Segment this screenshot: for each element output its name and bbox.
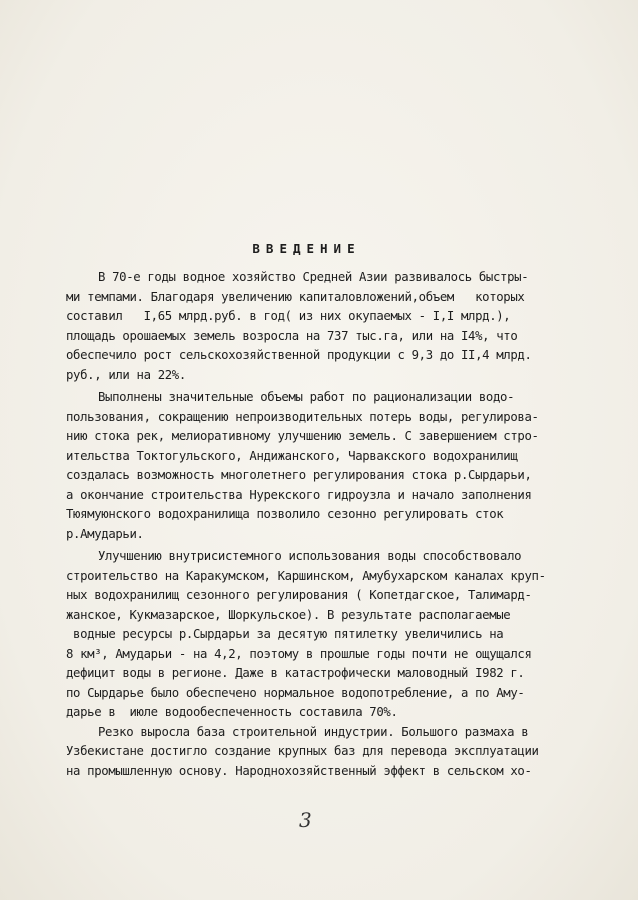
text-line: нию стока рек, мелиоративному улучшению земель. С завершением стро- [66,429,539,443]
page-title: ВВЕДЕНИЕ [252,241,361,256]
text-line: Резко выросла база строительной индустрии. Большого размаха в [98,724,529,739]
text-line: создалась возможность многолетнего регулирования стока р.Сырдарьи, [66,468,532,482]
paragraph [66,723,586,782]
text-line: площадь орошаемых земель возросла на 737 тыс.га, или на I4%, что [66,328,518,343]
text-line: Выполнены значительные объемы работ по рационализации водо- [98,390,515,404]
text-line: 8 км³, Амударьи - на 4,2, поэтому в прошлые годы почти не ощущался [66,646,532,661]
text-line: по Сырдарье было обеспечено нормальное водопотребление, а по Аму- [66,685,525,700]
text-line: строительство на Каракумском, Каршинском, Амубухарском каналах круп- [66,568,546,583]
text-line: дарье в июле водообеспеченность составила 70%. [66,705,398,719]
text-line: жанское, Кукмазарское, Шоркульское). В результате располагаемые [66,607,511,622]
text-line: р.Амударьи. [66,526,144,541]
text-line: обеспечило рост сельскохозяйственной продукции с 9,3 до II,4 млрд. [66,348,532,362]
text-line: пользования, сокращению непроизводительных потерь воды, регулирова- [66,409,539,424]
paragraph [66,388,586,544]
text-line: Тюямуюнского водохранилища позволило сезонно регулировать сток [66,507,504,521]
text-line: ных водохранилищ сезонного регулирования ( Копетдагское, Талимард- [66,588,532,602]
text-line: руб., или на 22%. [66,367,186,382]
paragraph [66,547,586,723]
text-line: а окончание строительства Нурекского гидроузла и начало заполнения [66,487,532,502]
text-line: В 70-е годы водное хозяйство Средней Азии развивалось быстры- [98,270,529,284]
text-line: Узбекистане достигло создание крупных баз для перевода эксплуатации [66,744,539,758]
text-line: составил I,65 млрд.руб. в год( из них окупаемых - I,I млрд.), [66,309,511,323]
text-line: ми темпами. Благодаря увеличению капиталовложений,объем которых [66,289,525,304]
text-line: дефицит воды в регионе. Даже в катастрофически маловодный I982 г. [66,666,525,680]
body-text [66,268,586,781]
text-line: на промышленную основу. Народнохозяйственный эффект в сельском хо- [66,763,532,778]
text-line: Улучшению внутрисистемного использования воды способствовало [98,549,522,563]
text-line: ительства Токтогульского, Андижанского, Чарвакского водохранилищ [66,448,518,463]
paragraph [66,268,586,385]
text-line: водные ресурсы р.Сырдарьи за десятую пятилетку увеличились на [66,627,504,641]
page-number: 3 [299,808,312,832]
